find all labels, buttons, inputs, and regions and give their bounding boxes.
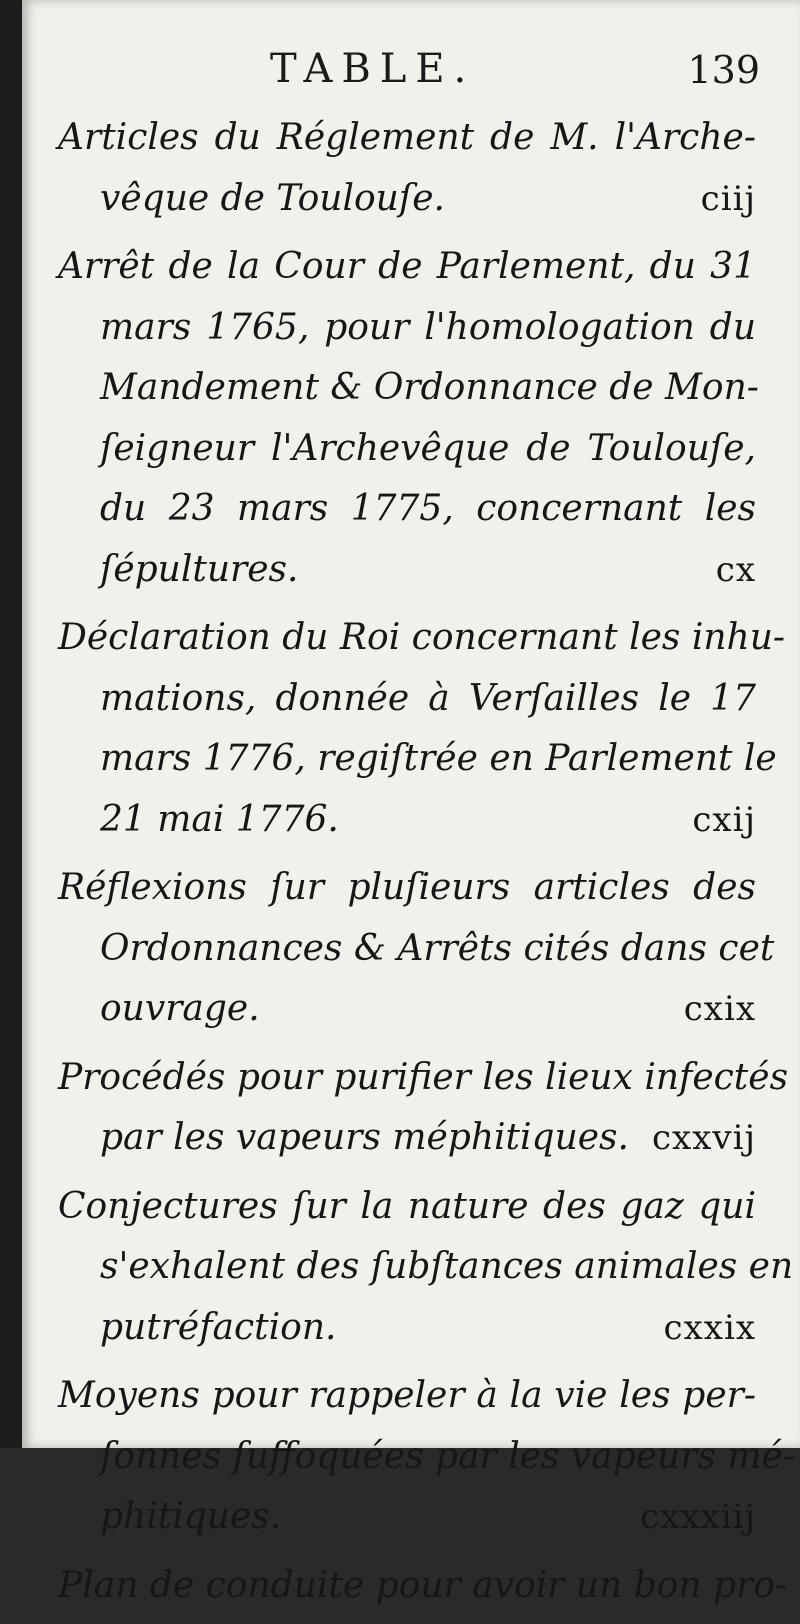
toc-entry: [22, 237, 800, 600]
toc-entry: [22, 1048, 800, 1169]
toc-entry-page-ref: cxij: [692, 799, 756, 840]
toc-entry-line: Conjectures ſur la nature des gaz qui: [58, 1185, 756, 1227]
toc-entry-line: mations, donnée à Verſailles le 17: [100, 677, 756, 719]
toc-entry-line: Plan de conduite pour avoir un bon pro-: [58, 1564, 788, 1606]
toc-entry-line: Mandement & Ordonnance de Mon-: [100, 367, 759, 408]
running-title: TABLE.: [270, 46, 476, 92]
book-page: [22, 0, 800, 1606]
table-of-contents: [22, 108, 800, 1624]
toc-entry-page-ref: cx: [715, 549, 756, 590]
toc-entry-line: mars 1765, pour l'homologation du: [100, 306, 756, 348]
toc-entry-line: Réflexions ſur pluſieurs articles des: [58, 867, 756, 908]
toc-entry-page-ref: cxix: [683, 989, 756, 1029]
toc-entry-line: Déclaration du Roi concernant les inhu-: [58, 617, 786, 658]
toc-entry: [22, 858, 800, 1040]
toc-entry-line: phitiques.: [100, 1496, 282, 1537]
toc-entry-line: s'exhalent des ſubſtances animales en: [100, 1246, 794, 1287]
toc-entry: [22, 1366, 800, 1548]
toc-entry-line: par les vapeurs méphitiques.: [100, 1117, 629, 1158]
toc-entry-page-ref: ciij: [700, 178, 756, 219]
toc-entry-line: Procédés pour purifier les lieux infectés: [58, 1056, 789, 1098]
toc-entry-line: du 23 mars 1775, concernant les: [100, 488, 756, 529]
toc-entry-line: vêque de Toulouſe.: [100, 177, 445, 219]
toc-entry: [22, 1556, 800, 1617]
toc-entry: [22, 1177, 800, 1359]
toc-entry: [22, 108, 800, 229]
toc-entry-line: ouvrage.: [100, 988, 260, 1029]
toc-entry-line: ſonnes ſuffoquées par les vapeurs mé-: [100, 1435, 796, 1477]
page-number: 139: [687, 48, 760, 92]
toc-entry-page-ref: cxxix: [663, 1307, 756, 1348]
toc-entry-line: Ordonnances & Arrêts cités dans cet: [100, 927, 775, 969]
toc-entry-line: putréfaction.: [100, 1306, 337, 1348]
binding-gutter: [0, 0, 22, 1448]
toc-entry-line: Moyens pour rappeler à la vie les per-: [58, 1375, 756, 1416]
toc-entry-line: ſépultures.: [100, 548, 299, 590]
toc-entry-page-ref: cxxvij: [651, 1118, 756, 1158]
toc-entry: [22, 608, 800, 850]
toc-entry-line: 21 mai 1776.: [100, 798, 339, 840]
toc-entry-line: mars 1776, regiſtrée en Parlement le: [100, 738, 777, 779]
toc-entry-line: ſeigneur l'Archevêque de Toulouſe,: [100, 427, 756, 469]
page-header: [22, 46, 800, 106]
toc-entry-line: Articles du Réglement de M. l'Arche-: [58, 117, 756, 158]
toc-entry-line: Arrêt de la Cour de Parlement, du 31: [58, 246, 756, 287]
toc-entry-page-ref: cxxxiij: [640, 1497, 756, 1537]
